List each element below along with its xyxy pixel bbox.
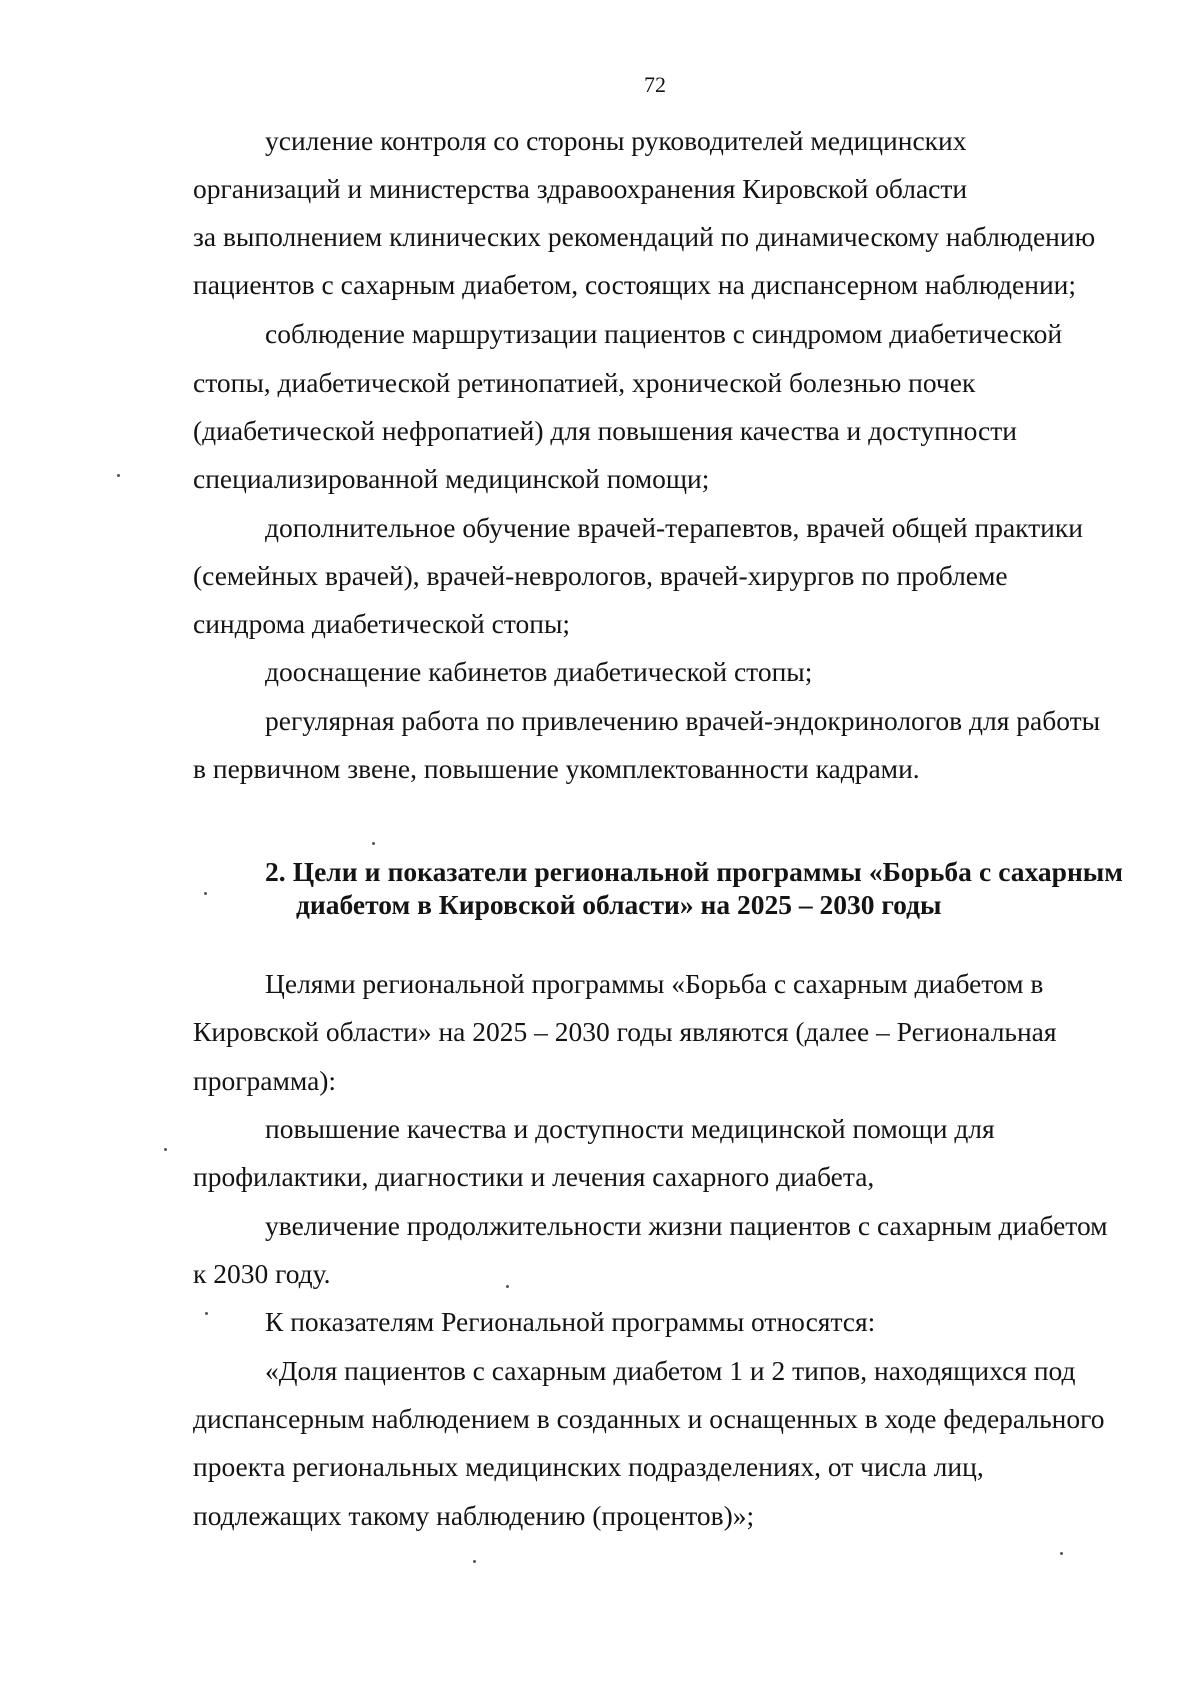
- text-line: синдрома диабетической стопы;: [193, 608, 571, 639]
- scan-speck: [506, 1285, 509, 1288]
- text-line: дополнительное обучение врачей-терапевтов, врачей общей практики: [265, 512, 1083, 543]
- text-line: повышение качества и доступности медицинской помощи для: [265, 1113, 995, 1144]
- section-heading: диабетом в Кировской области» на 2025 – 2030 годы: [296, 889, 942, 920]
- scan-speck: [372, 842, 375, 845]
- text-line: за выполнением клинических рекомендаций по динамическому наблюдению: [193, 221, 1096, 252]
- text-line: специализированной медицинской помощи;: [193, 463, 710, 494]
- text-line: проекта региональных медицинских подразделениях, от числа лиц,: [193, 1451, 984, 1482]
- section-heading: 2. Цели и показатели региональной программы «Борьба с сахарным: [265, 856, 1123, 887]
- text-line: к 2030 году.: [193, 1258, 331, 1289]
- scan-speck: [1060, 1552, 1063, 1555]
- text-line: К показателям Региональной программы относятся:: [265, 1306, 876, 1337]
- text-line: (диабетической нефропатией) для повышения качества и доступности: [193, 415, 1017, 446]
- text-line: программа):: [193, 1065, 337, 1096]
- scan-speck: [204, 892, 207, 895]
- text-line: Кировской области» на 2025 – 2030 годы являются (далее – Региональная: [193, 1016, 1057, 1047]
- scan-speck: [117, 474, 120, 477]
- text-line: в первичном звене, повышение укомплектованности кадрами.: [193, 753, 920, 784]
- scan-speck: [164, 1148, 167, 1151]
- text-line: Целями региональной программы «Борьба с сахарным диабетом в: [265, 968, 1044, 999]
- text-line: пациентов с сахарным диабетом, состоящих на диспансерном наблюдении;: [193, 269, 1077, 300]
- text-line: соблюдение маршрутизации пациентов с синдромом диабетической: [265, 318, 1063, 349]
- page-number: 72: [644, 72, 666, 97]
- text-line: (семейных врачей), врачей-неврологов, врачей-хирургов по проблеме: [193, 560, 1008, 591]
- text-line: увеличение продолжительности жизни пациентов с сахарным диабетом: [265, 1210, 1108, 1241]
- text-line: «Доля пациентов с сахарным диабетом 1 и 2 типов, находящихся под: [265, 1355, 1076, 1386]
- text-line: профилактики, диагностики и лечения сахарного диабета,: [193, 1161, 875, 1192]
- scan-speck: [473, 1560, 476, 1563]
- text-line: регулярная работа по привлечению врачей-эндокринологов для работы: [265, 705, 1101, 736]
- text-line: подлежащих такому наблюдению (процентов)»;: [193, 1500, 755, 1531]
- scan-speck: [205, 1312, 208, 1315]
- text-line: диспансерным наблюдением в созданных и оснащенных в ходе федерального: [193, 1403, 1105, 1434]
- text-line: усиление контроля со стороны руководителей медицинских: [265, 125, 967, 156]
- text-line: стопы, диабетической ретинопатией, хронической болезнью почек: [193, 367, 976, 398]
- text-line: организаций и министерства здравоохранения Кировской области: [193, 173, 968, 204]
- text-line: дооснащение кабинетов диабетической стопы;: [265, 656, 813, 687]
